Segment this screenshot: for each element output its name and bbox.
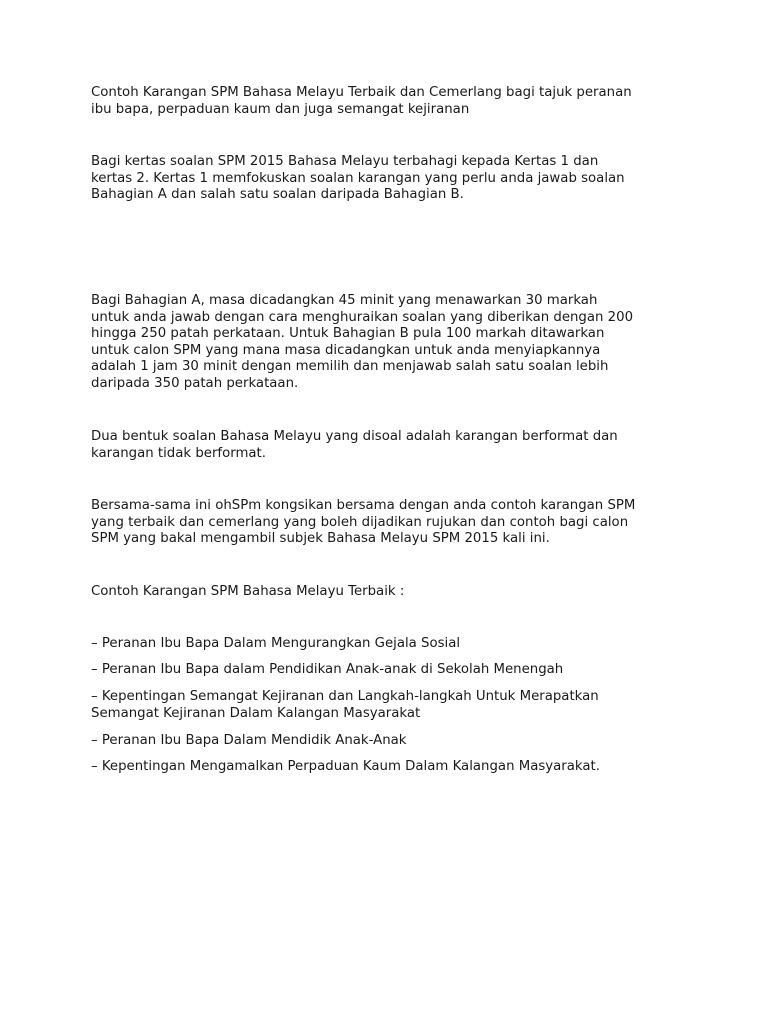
list-item: – Kepentingan Semangat Kejiranan dan Langkah-langkah Untuk Merapatkan Semangat Kejiranan Dalam Kalangan Masyarakat [91, 689, 599, 721]
section-details-paragraph: Bagi Bahagian A, masa dicadangkan 45 minit yang menawarkan 30 markah untuk anda jawab dengan cara menghuraikan soalan yang diberikan dengan 200 hingga 250 patah perkataan. Untuk Bahagian B pula 100 markah ditawarkan untuk calon SPM yang mana masa dicadangkan untuk anda menyiapkannya adalah 1 jam 30 minit dengan memilih dan menjawab salah satu soalan lebih daripada 350 patah perkataan. [91, 293, 634, 391]
list-item: – Peranan Ibu Bapa Dalam Mendidik Anak-Anak [91, 733, 407, 748]
list-heading: Contoh Karangan SPM Bahasa Melayu Terbaik : [91, 584, 405, 599]
list-item: – Kepentingan Mengamalkan Perpaduan Kaum Dalam Kalangan Masyarakat. [91, 759, 600, 774]
list-item: – Peranan Ibu Bapa dalam Pendidikan Anak-anak di Sekolah Menengah [91, 662, 564, 677]
question-types-paragraph: Dua bentuk soalan Bahasa Melayu yang disoal adalah karangan berformat dan karangan tidak berformat. [91, 429, 618, 461]
intro-paragraph: Contoh Karangan SPM Bahasa Melayu Terbaik dan Cemerlang bagi tajuk peranan ibu bapa, perpaduan kaum dan juga semangat kejiranan [91, 85, 632, 117]
sharing-paragraph: Bersama-sama ini ohSPm kongsikan bersama dengan anda contoh karangan SPM yang terbaik dan cemerlang yang boleh dijadikan rujukan dan contoh bagi calon SPM yang bakal mengambil subjek Bahasa Melayu SPM 2015 kali ini. [91, 498, 636, 547]
list-item: – Peranan Ibu Bapa Dalam Mengurangkan Gejala Sosial [91, 636, 461, 651]
exam-structure-paragraph: Bagi kertas soalan SPM 2015 Bahasa Melayu terbahagi kepada Kertas 1 dan kertas 2. Kertas 1 memfokuskan soalan karangan yang perlu anda jawab soalan Bahagian A dan salah satu soalan daripada Bahagian B. [91, 154, 625, 203]
